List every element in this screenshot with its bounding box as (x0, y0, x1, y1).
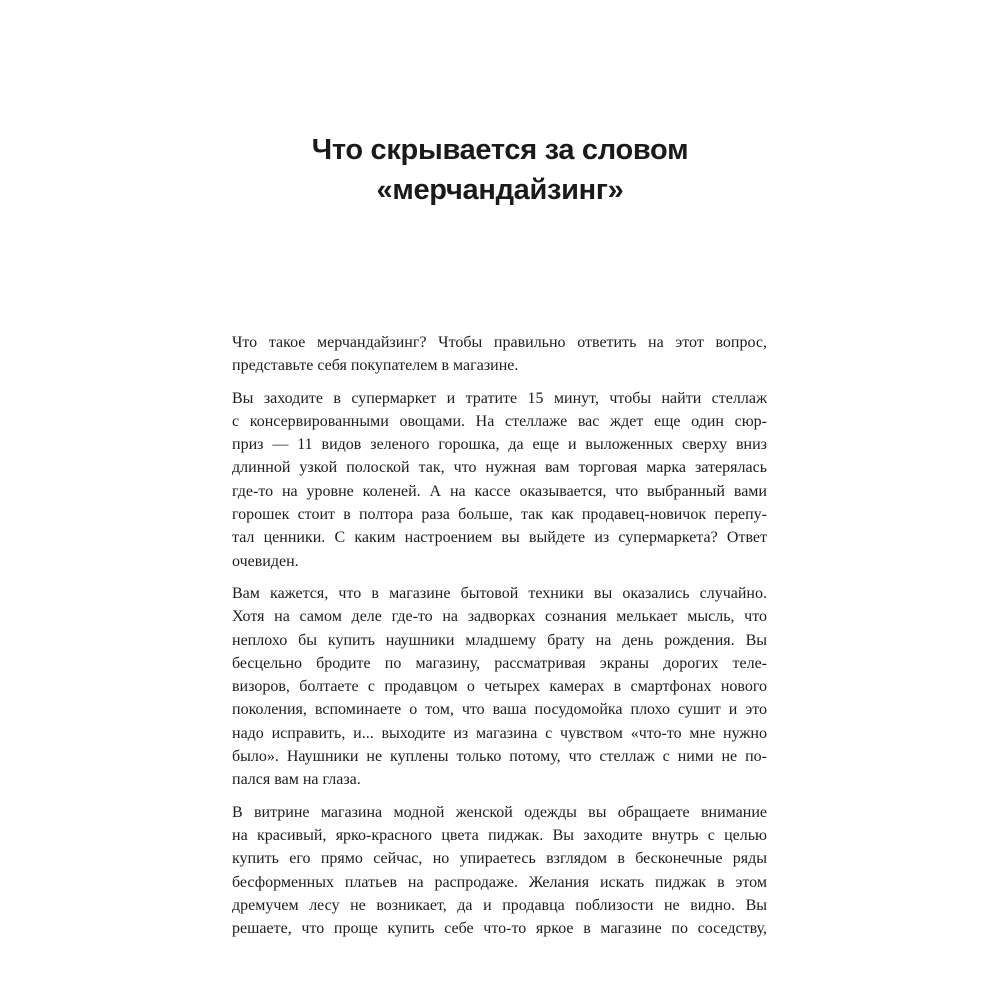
text-line: Хотя на самом деле где-то на задворках сознания мелькает мысль, что (232, 608, 767, 626)
text-line: тал ценники. С каким настроением вы выйдете из супермаркета? Ответ (232, 529, 767, 547)
text-line: где-то на уровне коленей. А на кассе оказывается, что выбранный вами (232, 482, 767, 500)
chapter-title (200, 130, 800, 210)
chapter-title-line-1: Что скрывается за словом (311, 134, 689, 166)
text-line: поколения, вспоминаете о том, что ваша посудомойка плохо сушит и это (232, 701, 767, 719)
text-line: Что такое мерчандайзинг? Чтобы правильно ответить на этот вопрос, (232, 334, 767, 351)
text-line: пался вам на глаза. (232, 771, 361, 789)
text-line: Вам кажется, что в магазине бытовой техники вы оказались случайно. (232, 584, 767, 602)
text-line: на красивый, ярко-красного цвета пиджак. Вы заходите внутрь с целью (232, 826, 767, 844)
text-line: бесформенных платьев на распродаже. Желания искать пиджак в этом (232, 873, 767, 891)
text-line: визоров, болтаете с продавцом о четырех камерах в смартфонах нового (232, 678, 767, 696)
text-line: бесцельно бродите по магазину, рассматривая экраны дорогих теле- (232, 654, 767, 672)
text-line: длинной узкой полоской так, что нужная вам торговая марка затерялась (232, 459, 767, 477)
text-line: с консервированными овощами. На стеллаже вас ждет еще один сюр- (232, 412, 767, 430)
text-line: горошек стоит в полтора раза больше, так как продавец-новичок перепу- (232, 506, 767, 524)
chapter-title-line-2: «мерчандайзинг» (376, 174, 624, 206)
paragraph-4 (232, 801, 767, 941)
text-line: В витрине магазина модной женской одежды вы обращаете внимание (232, 803, 767, 821)
text-line: очевиден. (232, 552, 299, 570)
text-line: представьте себя покупателем в магазине. (232, 357, 519, 375)
text-line: дремучем лесу не возникает, да и продавца поблизости не видно. Вы (232, 896, 767, 914)
text-line: решаете, что проще купить себе что-то яркое в магазине по соседству, (232, 920, 767, 938)
text-line: Вы заходите в супермаркет и тратите 15 минут, чтобы найти стеллаж (232, 389, 767, 407)
paragraph-2 (232, 387, 767, 573)
paragraph-1 (232, 331, 767, 378)
text-line: надо исправить, и... выходите из магазина с чувством «что-то мне нужно (232, 724, 767, 742)
text-line: приз — 11 видов зеленого горошка, да еще и выложенных сверху вниз (232, 436, 767, 454)
text-line: неплохо бы купить наушники младшему брату на день рождения. Вы (232, 631, 767, 649)
body-text (232, 331, 767, 949)
text-line: было». Наушники не куплены только потому, что стеллаж с ними не по- (232, 748, 767, 766)
paragraph-3 (232, 582, 767, 792)
text-line: купить его прямо сейчас, но упираетесь взглядом в бесконечные ряды (232, 850, 767, 868)
